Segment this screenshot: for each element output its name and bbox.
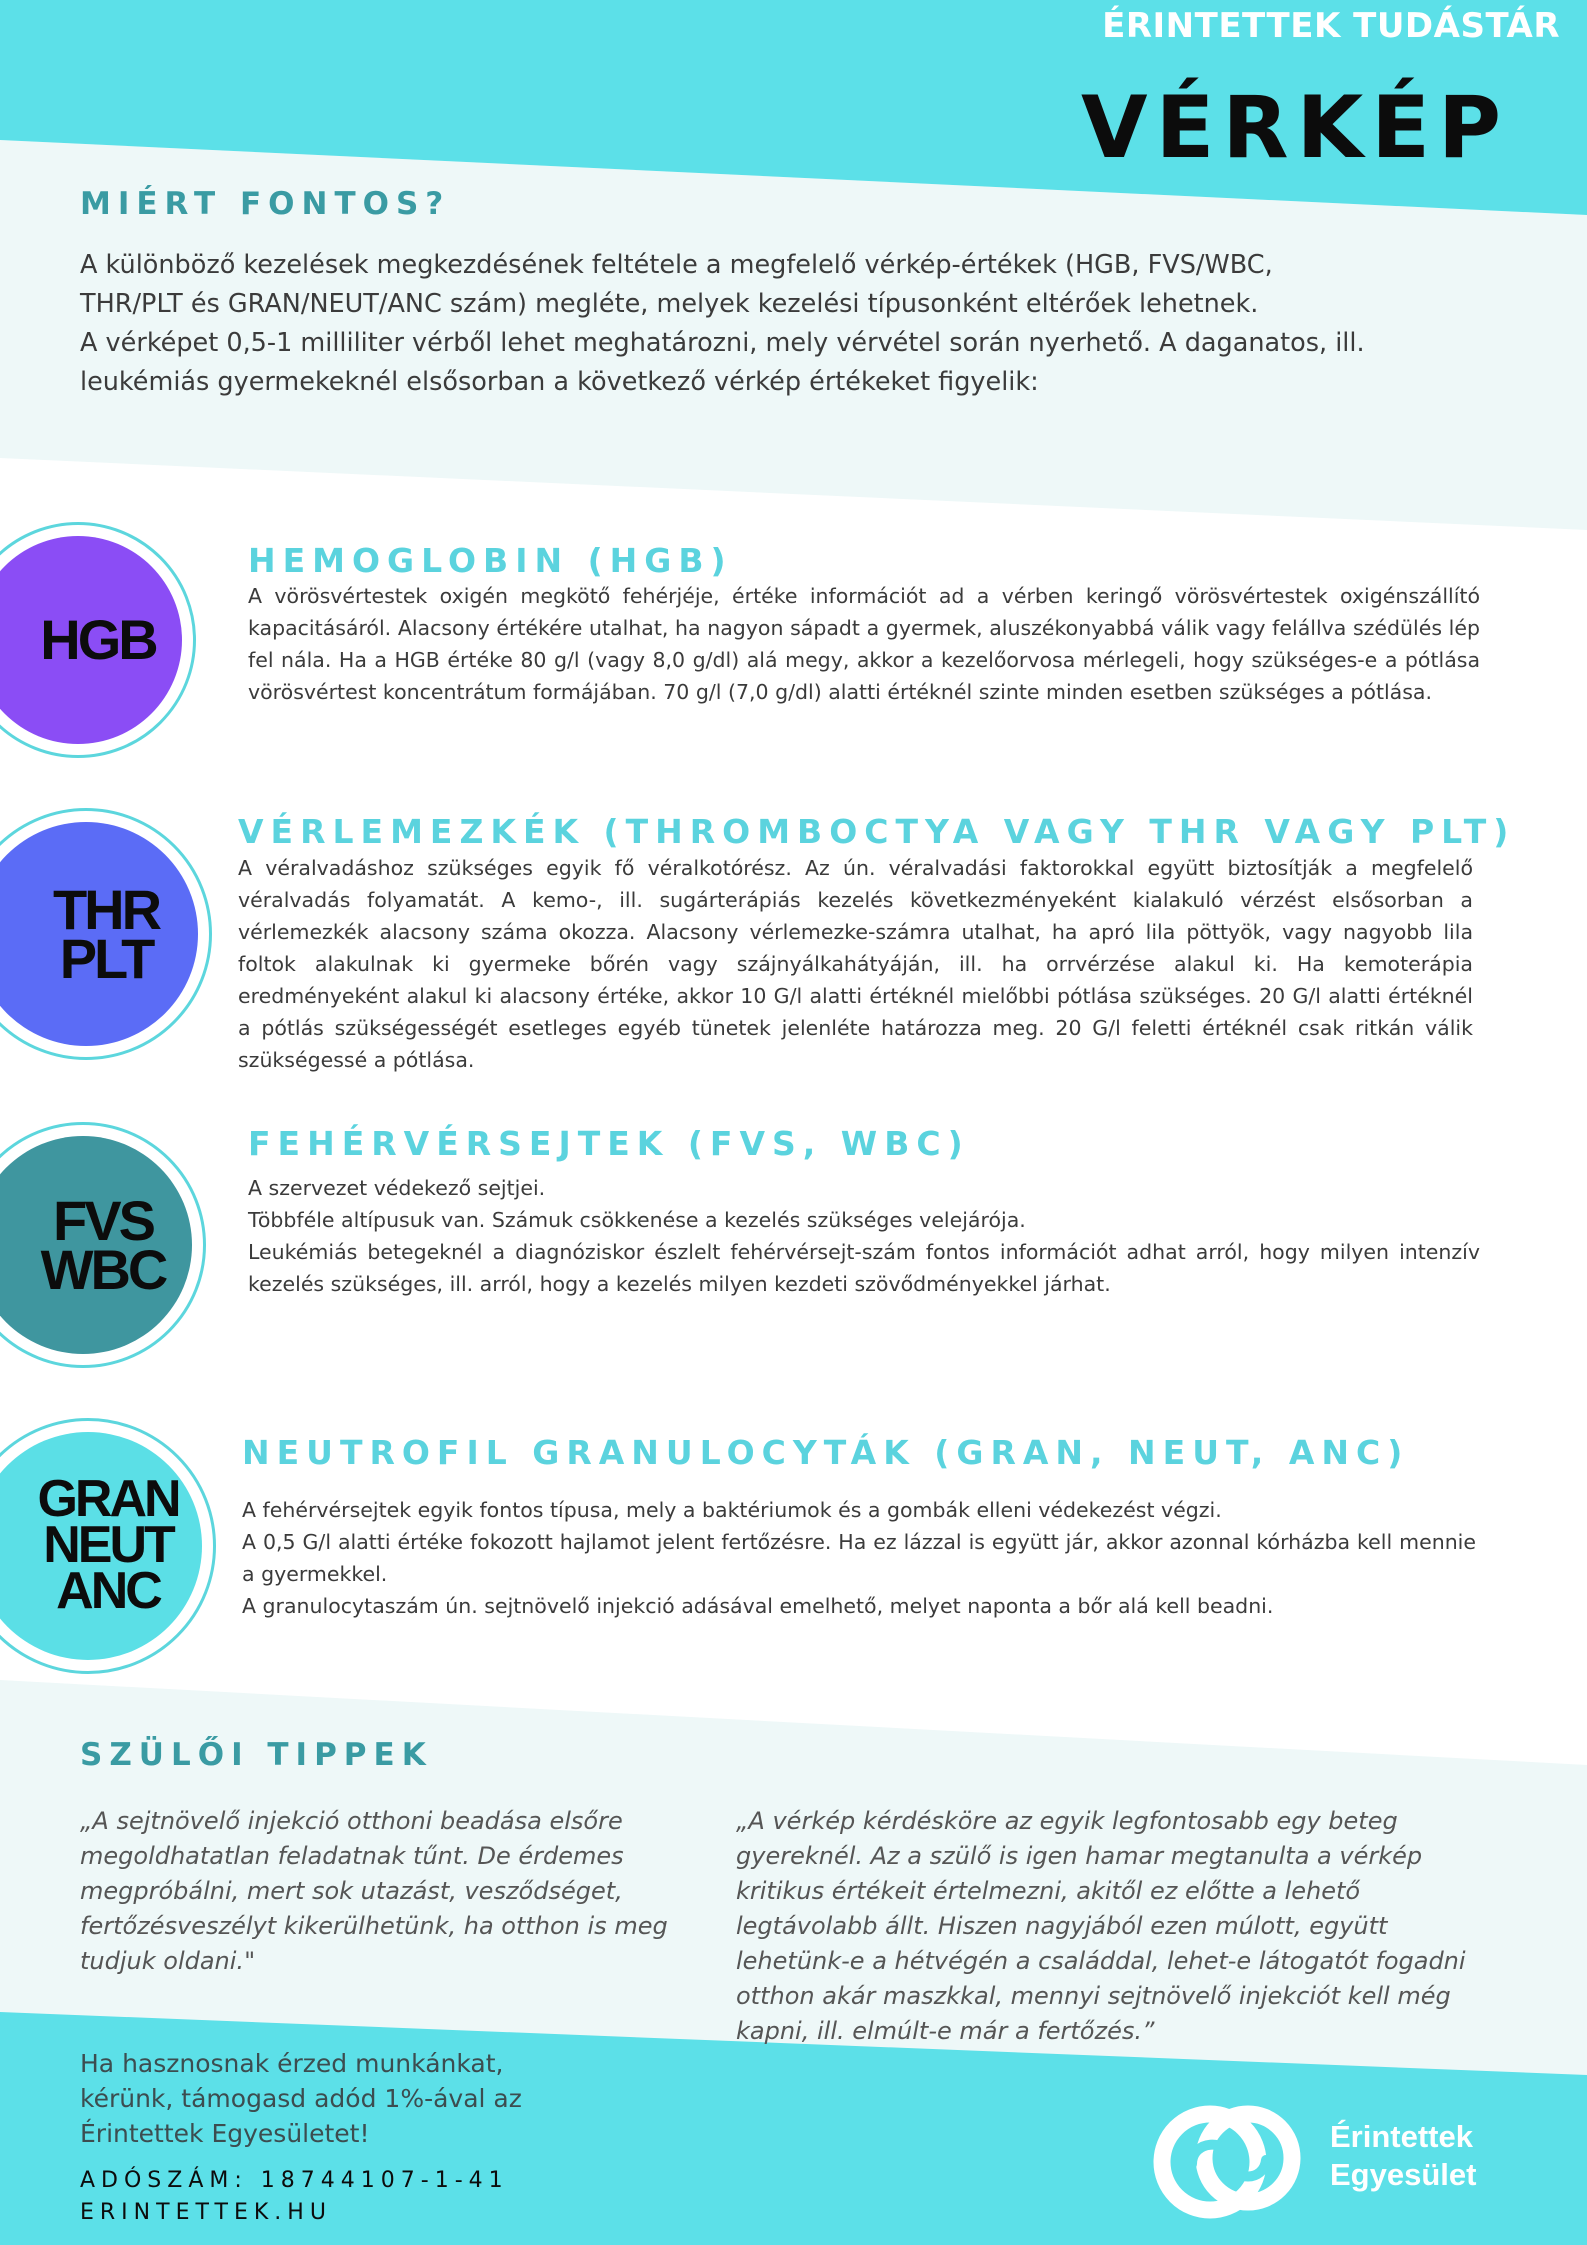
hgb-badge — [0, 522, 196, 758]
hgb-paragraph: A vörösvértestek oxigén megkötő fehérjéje, értéke információt ad a vérben keringő vörösvértestek oxigénszállító kapacitásáról. Alacsony értékére utalhat, ha nagyon sápadt a gyermek, aluszékonyabbá válik vagy felállva szédülés lép fel nála. Ha a HGB értéke 80 g/l (vagy 8,0 g/dl) alá megy, akkor a kezelőorvosa mérlegeli, hogy szükséges-e a pótlása vörösvértest koncentrátum formájában. 70 g/l (7,0 g/dl) alatti értéknél szinte minden esetben szükséges a pótlása. — [248, 584, 1480, 704]
fvs-wbc-paragraph: Többféle altípusuk van. Számuk csökkenése a kezelés szükséges velejárója. — [248, 1208, 1026, 1232]
website-link[interactable]: ERINTETTEK.HU — [80, 2200, 332, 2225]
badge-label: HGB — [40, 608, 156, 672]
parent-tips-heading: SZÜLŐI TIPPEK — [80, 1737, 433, 1773]
badge-label: ANC — [56, 1561, 160, 1620]
intro-text — [80, 246, 1470, 402]
intro-paragraph: A vérképet 0,5-1 milliliter vérből lehet meghatározni, mely vérvétel során nyerhető. A daganatos, ill. leukémiás gyermekeknél elsősorban a következő vérkép értékeket figyelik: — [80, 328, 1365, 397]
thr-plt-badge — [0, 808, 196, 1060]
brand-title: ÉRINTETTEK TUDÁSTÁR — [1102, 6, 1560, 46]
badge-label: GRAN — [37, 1470, 179, 1529]
logo-text — [1330, 2118, 1580, 2194]
gran-neut-anc-paragraph: A 0,5 G/l alatti értéke fokozott hajlamot jelent fertőzésre. Ha ez lázzal is együtt jár, akkor azonnal kórházba kell mennie a gyermekkel. — [242, 1530, 1476, 1586]
tax-id: ADÓSZÁM: 18744107-1-41 — [80, 2168, 509, 2193]
badge-label: WBC — [40, 1238, 166, 1301]
thr-plt-heading: VÉRLEMEZKÉK (THROMBOCTYA VAGY THR VAGY PLT) — [238, 812, 1516, 851]
gran-neut-anc-paragraph: A fehérvérsejtek egyik fontos típusa, mely a baktériumok és a gombák elleni védekezést végzi. — [242, 1498, 1222, 1522]
support-message: Ha hasznosnak érzed munkánkat, kérünk, támogasd adód 1%-ával az Érintettek Egyesületet! — [80, 2049, 522, 2148]
parent-quote-2: „A vérkép kérdésköre az egyik legfontosabb egy beteg gyereknél. Az a szülő is igen hamar megtanulta a vérkép kritikus értékeit értelmezni, akitől ez előtte a lehető legtávolabb állt. Hiszen nagyjából ezen múlott, együtt lehetünk-e a hétvégén a családdal, lehet-e látogatót fogadni otthon akár maszkkal, mennyi sejtnövelő injekciót kell még kapni, ill. elmúlt-e már a fertőzés.” — [736, 1807, 1466, 2045]
gran-neut-anc-text — [242, 1494, 1476, 1622]
fvs-wbc-heading: FEHÉRVÉRSEJTEK (FVS, WBC) — [248, 1124, 970, 1163]
fvs-wbc-text — [248, 1172, 1480, 1300]
logo-line: Egyesület — [1330, 2157, 1477, 2192]
fvs-wbc-paragraph: Leukémiás betegeknél a diagnóziskor észlelt fehérvérsejt-szám fontos információt adhat arról, hogy milyen intenzív kezelés szükséges, ill. arról, hogy a kezelés milyen kezdeti szövődményekkel járhat. — [248, 1240, 1480, 1296]
intro-paragraph: A különböző kezelések megkezdésének feltétele a megfelelő vérkép-értékek (HGB, FVS/WBC, THR/PLT és GRAN/NEUT/ANC szám) megléte, melyek kezelési típusonként eltérőek lehetnek. — [80, 250, 1273, 319]
page-title: VÉRKÉP — [1081, 78, 1509, 178]
badge-label: THR — [52, 877, 160, 941]
gran-neut-anc-heading: NEUTROFIL GRANULOCYTÁK (GRAN, NEUT, ANC) — [242, 1433, 1410, 1472]
badge-label: FVS — [53, 1188, 153, 1252]
thr-plt-text — [238, 852, 1473, 1076]
hgb-text — [248, 580, 1480, 708]
gran-neut-anc-paragraph: A granulocytaszám ún. sejtnövelő injekció adásával emelhető, melyet naponta a bőr alá kell beadni. — [242, 1594, 1274, 1618]
fvs-wbc-badge — [0, 1122, 196, 1372]
parent-quote-1: „A sejtnövelő injekció otthoni beadása elsőre megoldhatatlan feladatnak tűnt. De érdemes megpróbálni, mert sok utazást, vesződséget, fertőzésveszélyt kikerülhetünk, ha otthon is meg tudjuk oldani." — [80, 1807, 668, 1975]
gran-neut-anc-badge — [0, 1418, 196, 1674]
badge-label: NEUT — [43, 1516, 173, 1575]
badge-label: PLT — [59, 927, 153, 990]
thr-plt-paragraph: A véralvadáshoz szükséges egyik fő véralkotórész. Az ún. véralvadási faktorokkal együtt biztosítják a megfelelő véralvadás folyamatát. A kemo-, ill. sugárterápiás kezelés következményeként kialakuló vérzést elsősorban a vérlemezkék alacsony száma okozza. Alacsony vérlemezke-számra utalhat, ha apró lila pöttyök, vagy nagyobb lila foltok alakulnak ki gyermeke bőrén vagy szájnyálkahátyáján, ill. ha orrvérzése alakul ki. Ha kemoterápia eredményeként alakul ki alacsony értéke, akkor 10 G/l alatti értéknél mielőbbi pótlása szükséges. 20 G/l alatti értéknél a pótlás szükségességét esetleges egyéb tünetek jelenléte határozza meg. 20 G/l feletti értéknél csak ritkán válik szükségessé a pótlása. — [238, 856, 1473, 1072]
why-important-heading: MIÉRT FONTOS? — [80, 186, 451, 222]
fvs-wbc-paragraph: A szervezet védekező sejtjei. — [248, 1176, 546, 1200]
association-logo-icon — [1148, 2086, 1308, 2236]
hgb-heading: HEMOGLOBIN (HGB) — [248, 541, 733, 580]
logo-line: Érintettek — [1330, 2119, 1473, 2154]
